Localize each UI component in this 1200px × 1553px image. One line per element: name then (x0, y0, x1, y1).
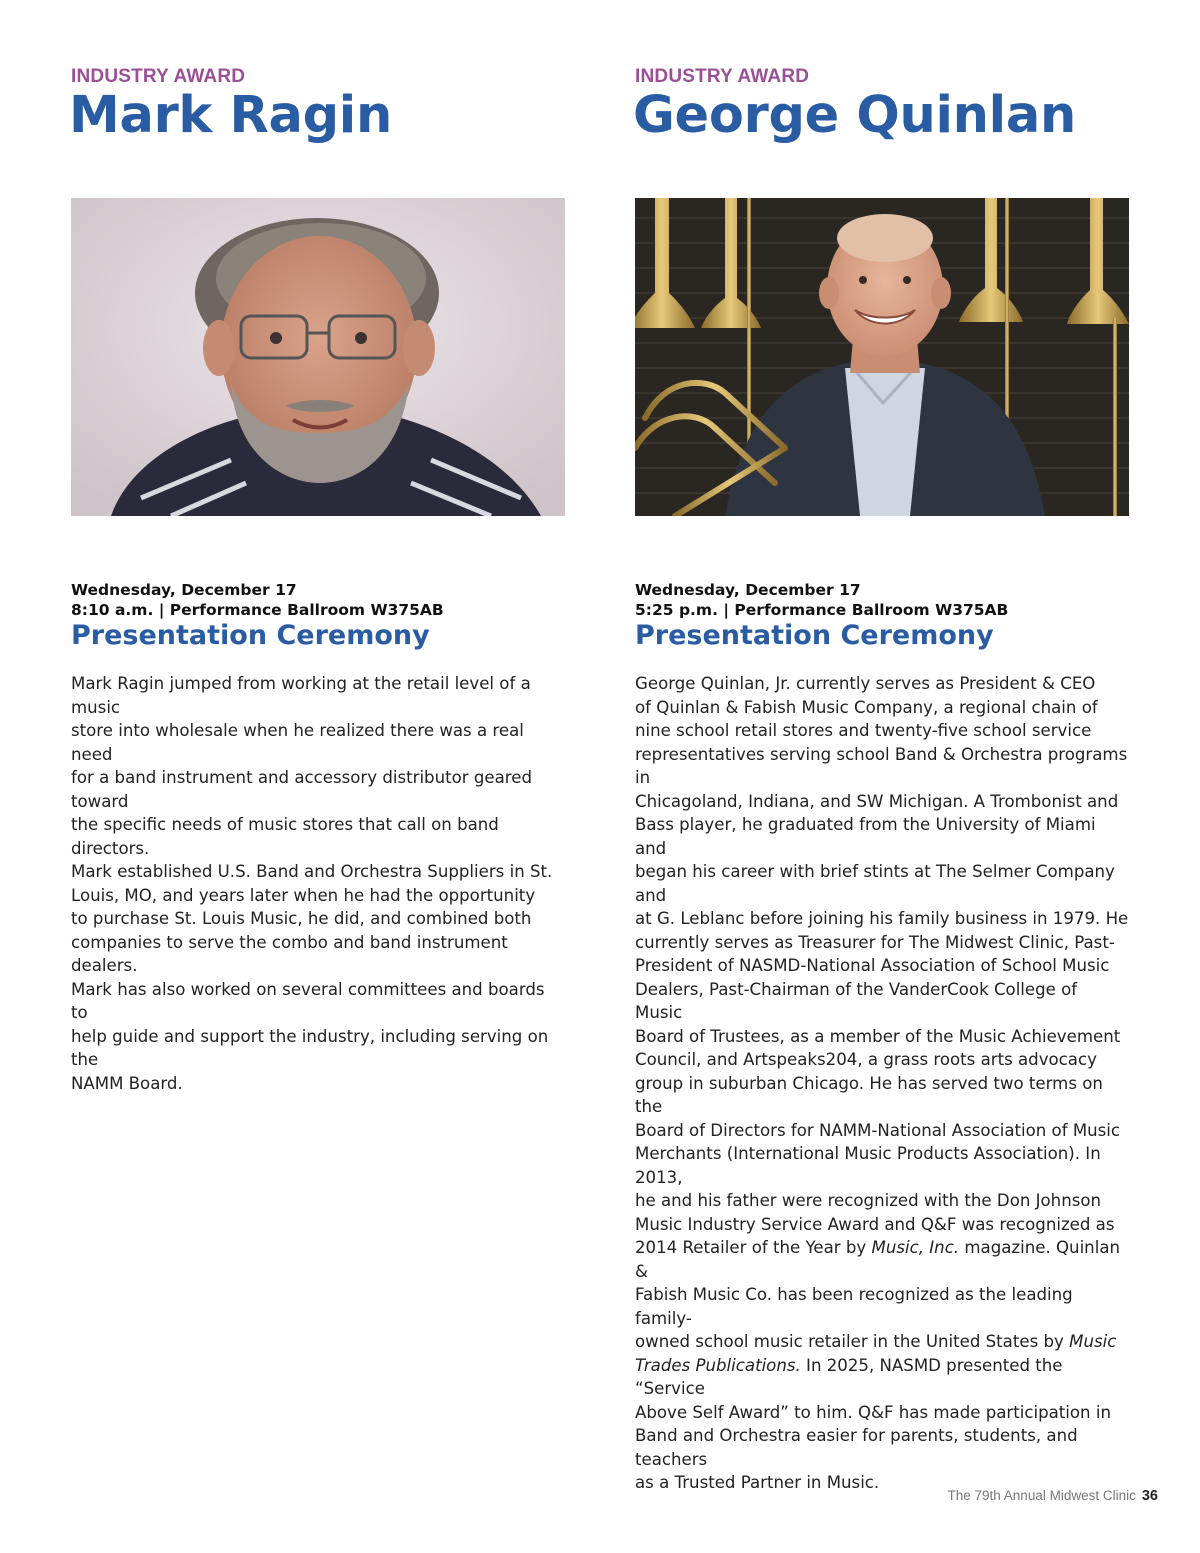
page-footer (948, 1488, 1159, 1504)
session-date: Wednesday, December 17 (635, 581, 861, 599)
publication-title: Music, Inc. (871, 1238, 960, 1257)
publication-name: The 79th Annual Midwest Clinic (947, 1488, 1136, 1503)
honoree-name: Mark Ragin (69, 86, 392, 145)
bio-text: Mark Ragin jumped from working at the retail level of a music store into wholesale when he realized there was a real need for a band instrument and accessory distributor geared toward the specific needs of music stores that call on band directors. Mark established U.S. Band and Orchestra Suppliers in St. Louis, MO, and years later when he had the opportunity to purchase St. Louis Music, he did, and combined both companies to serve the combo and band instrument dealers. Mark has also worked on several committees and boards to help guide and support the industry, including serving on the NAMM Board. (71, 674, 553, 1093)
session-time-location: 5:25 p.m. | Performance Ballroom W375AB (635, 601, 1009, 619)
bio-text-part: magazine. Quinlan & Fabish Music Co. has been recognized as the leading family- owned school music retailer in the United States by (635, 1238, 1120, 1351)
bio-text-part: In 2025, NASMD presented the “Service Above Self Award” to him. Q&F has made participation in Band and Orchestra easier for parents, students, and teachers as a Trusted Partner in Music. (635, 1355, 1111, 1492)
session-title: Presentation Ceremony (635, 620, 994, 651)
honoree-name: George Quinlan (633, 86, 1076, 145)
honoree-bio (635, 672, 1129, 1495)
bio-text-part: George Quinlan, Jr. currently serves as President & CEO of Quinlan & Fabish Music Company, a regional chain of nine school retail stores and twenty-five school service representatives serving school Band & Orchestra programs in Chicagoland, Indiana, and SW Michigan. A Trombonist and Bass player, he graduated from the University of Miami and began his career with brief stints at The Selmer Company and at G. Leblanc before joining his family business in 1979. He currently serves as Treasurer for The Midwest Clinic, Past- President of NASMD-National Association of School Music Dealers, Past-Chairman of the VanderCook College of Music Board of Trustees, as a member of the Music Achievement Council, and Artspeaks204, a grass roots arts advocacy group in suburban Chicago. He has served two terms on the Board of Directors for NAMM-National Association of Music Merchants (International Music Products Association). In 2013, he and his father were recognized with the Don Johnson Music Industry Service Award and Q&F was recognized as 2014 Retailer of the Year by (635, 674, 1129, 1257)
session-datetime (635, 580, 1008, 620)
session-time-location: 8:10 a.m. | Performance Ballroom W375AB (71, 601, 444, 619)
honoree-bio (71, 672, 565, 1095)
award-label: INDUSTRY AWARD (635, 66, 810, 87)
page-number: 36 (1141, 1488, 1158, 1504)
session-datetime (71, 580, 444, 620)
portrait-photo (71, 198, 565, 516)
portrait-photo-with-trombone (635, 198, 1129, 516)
award-label: INDUSTRY AWARD (71, 66, 246, 87)
session-title: Presentation Ceremony (71, 620, 430, 651)
publication-title: Music Trades Publications. (635, 1332, 1117, 1375)
session-date: Wednesday, December 17 (71, 581, 297, 599)
bio-text (635, 672, 1129, 1495)
